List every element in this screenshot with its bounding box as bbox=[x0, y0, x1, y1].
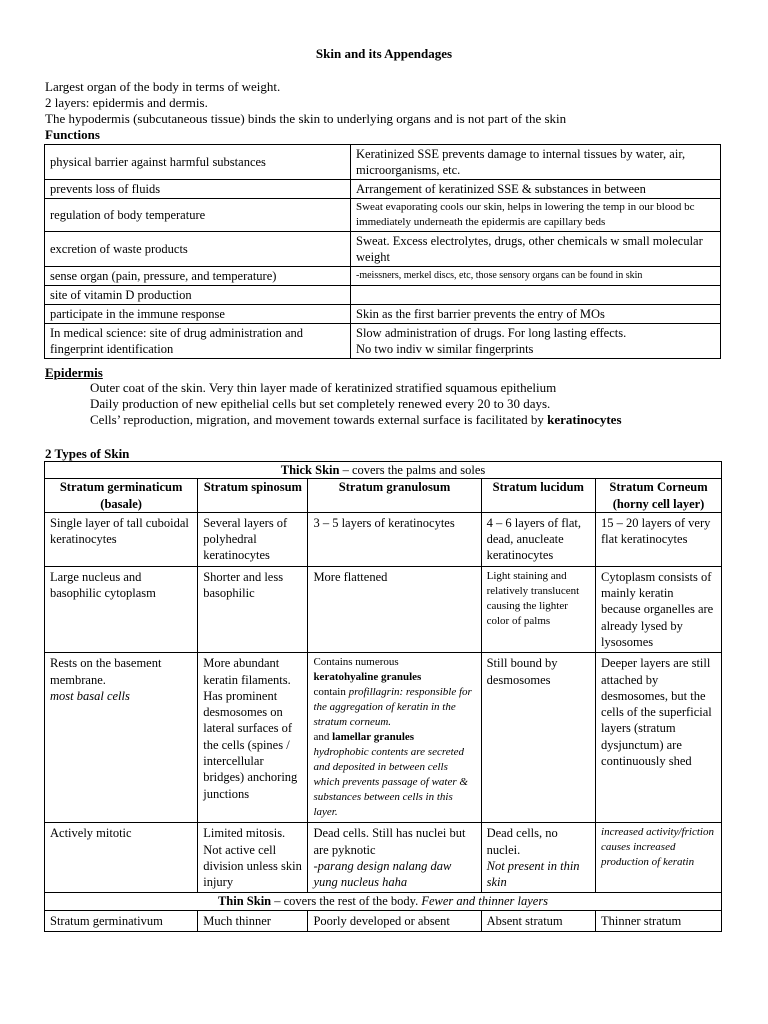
intro-line: Largest organ of the body in terms of weight. bbox=[45, 79, 281, 94]
function-cell: In medical science: site of drug administration and fingerprint identification bbox=[45, 324, 351, 359]
table-cell: Light staining and relatively translucent causing the lighter color of palms bbox=[481, 566, 595, 652]
function-cell: site of vitamin D production bbox=[45, 286, 351, 305]
thick-skin-header bbox=[45, 462, 722, 479]
table-cell: Deeper layers are still attached by desmosomes, but the cells of the superficial layers (stratum dysjunctum) are continuously shed bbox=[596, 653, 722, 823]
functions-table bbox=[44, 144, 721, 359]
table-cell: Cytoplasm consists of mainly keratin because organelles are already lysed by lysosomes bbox=[596, 566, 722, 652]
table-cell: Poorly developed or absent bbox=[308, 910, 481, 931]
table-row bbox=[45, 305, 721, 324]
column-header: Stratum lucidum bbox=[481, 479, 595, 513]
profillagrin-term: profillagrin bbox=[348, 686, 400, 699]
cell-note: most basal cells bbox=[50, 688, 130, 703]
function-cell: prevents loss of fluids bbox=[45, 180, 351, 199]
table-cell bbox=[308, 823, 481, 893]
function-cell: participate in the immune response bbox=[45, 305, 351, 324]
cell-text: contain bbox=[313, 686, 349, 699]
column-header: Stratum germinaticum (basale) bbox=[45, 479, 198, 513]
description-line: Slow administration of drugs. For long lasting effects. bbox=[356, 326, 627, 340]
table-cell: Much thinner bbox=[198, 910, 308, 931]
table-row bbox=[45, 286, 721, 305]
function-cell: sense organ (pain, pressure, and temperature) bbox=[45, 267, 351, 286]
table-cell: Limited mitosis. Not active cell division unless skin injury bbox=[198, 823, 308, 893]
epidermis-line: Outer coat of the skin. Very thin layer made of keratinized stratified squamous epithelium bbox=[90, 380, 557, 395]
epidermis-text bbox=[90, 380, 622, 428]
table-row bbox=[45, 267, 721, 286]
column-header: Stratum granulosum bbox=[308, 479, 481, 513]
lamellar-term: lamellar granules bbox=[332, 731, 415, 744]
description-cell: Skin as the first barrier prevents the entry of MOs bbox=[351, 305, 721, 324]
intro-paragraph bbox=[45, 79, 566, 127]
column-header-row bbox=[45, 479, 722, 513]
cell-text: Dead cells, no nuclei. bbox=[486, 826, 558, 857]
thin-skin-note: Fewer and thinner layers bbox=[421, 894, 549, 909]
table-row bbox=[45, 232, 721, 267]
thin-skin-label: Thin Skin bbox=[217, 894, 272, 909]
table-row bbox=[45, 199, 721, 232]
epidermis-line-text: Cells’ reproduction, migration, and movement towards external surface is facilitated by bbox=[90, 412, 548, 427]
table-cell: Single layer of tall cuboidal keratinocytes bbox=[45, 512, 198, 566]
page-title: Skin and its Appendages bbox=[315, 46, 453, 61]
function-cell: physical barrier against harmful substances bbox=[45, 145, 351, 180]
keratinocytes-term: keratinocytes bbox=[547, 412, 622, 427]
skin-types-table bbox=[44, 461, 722, 932]
table-cell: More abundant keratin filaments. Has prominent desmosomes on lateral surfaces of the cells (spines / intercellular bridges) anchoring junctions bbox=[198, 653, 308, 823]
table-row bbox=[45, 145, 721, 180]
description-cell: Arrangement of keratinized SSE & substances in between bbox=[351, 180, 721, 199]
description-cell: Sweat. Excess electrolytes, drugs, other chemicals w small molecular weight bbox=[351, 232, 721, 267]
table-cell: 4 – 6 layers of flat, dead, anucleate keratinocytes bbox=[481, 512, 595, 566]
epidermis-line bbox=[90, 412, 622, 428]
function-cell: excretion of waste products bbox=[45, 232, 351, 267]
functions-heading: Functions bbox=[45, 127, 100, 142]
table-cell bbox=[481, 823, 595, 893]
epidermis-line: Daily production of new epithelial cells but set completely renewed every 20 to 30 days. bbox=[90, 396, 551, 411]
table-row bbox=[45, 910, 722, 931]
table-row bbox=[45, 566, 722, 652]
intro-line: The hypodermis (subcutaneous tissue) binds the skin to underlying organs and is not part of the skin bbox=[45, 111, 567, 126]
skin-types-heading: 2 Types of Skin bbox=[45, 446, 130, 461]
cell-note: Not present in thin skin bbox=[486, 858, 580, 890]
description-line: No two indiv w similar fingerprints bbox=[356, 342, 534, 356]
cell-text: Dead cells. Still has nuclei but are pyknotic bbox=[313, 826, 466, 857]
table-cell: 15 – 20 layers of very flat keratinocytes bbox=[596, 512, 722, 566]
intro-line: 2 layers: epidermis and dermis. bbox=[45, 95, 208, 110]
epidermis-heading: Epidermis bbox=[45, 365, 103, 380]
description-cell bbox=[351, 286, 721, 305]
table-cell: Large nucleus and basophilic cytoplasm bbox=[45, 566, 198, 652]
table-cell: Several layers of polyhedral keratinocytes bbox=[198, 512, 308, 566]
table-row bbox=[45, 180, 721, 199]
table-cell: Stratum germinativum bbox=[45, 910, 198, 931]
table-row bbox=[45, 512, 722, 566]
thin-skin-header bbox=[45, 893, 722, 910]
table-cell: More flattened bbox=[308, 566, 481, 652]
thick-skin-desc: – covers the palms and soles bbox=[339, 463, 486, 477]
description-cell: -meissners, merkel discs, etc, those sensory organs can be found in skin bbox=[351, 267, 721, 286]
table-cell bbox=[45, 653, 198, 823]
description-cell bbox=[351, 324, 721, 359]
table-cell: Actively mitotic bbox=[45, 823, 198, 893]
table-cell bbox=[308, 653, 481, 823]
column-header: Stratum spinosum bbox=[198, 479, 308, 513]
thick-skin-label: Thick Skin bbox=[280, 463, 340, 477]
thin-skin-header-row bbox=[45, 893, 722, 910]
cell-note: hydrophobic contents are secreted and deposited in between cells which prevents passage of water & substances between cells in this layer. bbox=[313, 746, 468, 819]
table-cell: 3 – 5 layers of keratinocytes bbox=[308, 512, 481, 566]
cell-text: Contains numerous bbox=[313, 656, 399, 669]
cell-text: Rests on the basement membrane. bbox=[50, 656, 162, 687]
table-cell: Thinner stratum bbox=[596, 910, 722, 931]
cell-note: : responsible for the aggregation of keratin in the stratum corneum. bbox=[313, 686, 472, 729]
table-row bbox=[45, 324, 721, 359]
thick-skin-header-row bbox=[45, 462, 722, 479]
cell-note: -parang design nalang daw yung nucleus haha bbox=[313, 858, 452, 890]
table-cell: increased activity/friction causes increased production of keratin bbox=[596, 823, 722, 893]
keratohyaline-term: keratohyaline granules bbox=[313, 671, 422, 684]
table-cell: Still bound by desmosomes bbox=[481, 653, 595, 823]
description-cell: Sweat evaporating cools our skin, helps in lowering the temp in our blood bc immediately underneath the epidermis are capillary beds bbox=[351, 199, 721, 232]
table-cell: Absent stratum bbox=[481, 910, 595, 931]
table-row bbox=[45, 653, 722, 823]
thin-skin-desc: – covers the rest of the body. bbox=[271, 894, 422, 909]
table-row bbox=[45, 823, 722, 893]
table-cell: Shorter and less basophilic bbox=[198, 566, 308, 652]
cell-text: and bbox=[313, 731, 333, 744]
column-header: Stratum Corneum (horny cell layer) bbox=[596, 479, 722, 513]
function-cell: regulation of body temperature bbox=[45, 199, 351, 232]
description-cell: Keratinized SSE prevents damage to internal tissues by water, air, microorganisms, etc. bbox=[351, 145, 721, 180]
